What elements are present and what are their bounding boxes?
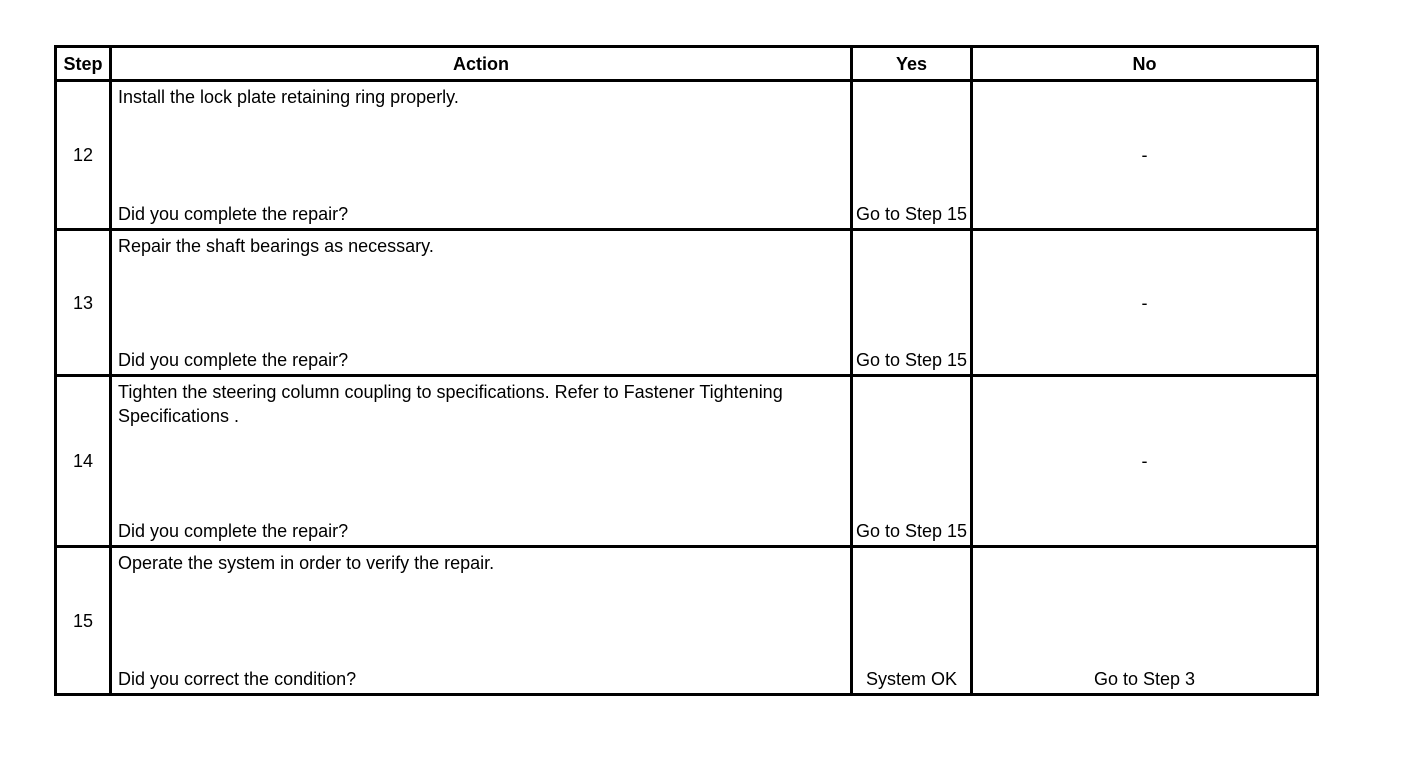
no-cell: [972, 547, 1318, 695]
action-text: Tighten the steering column coupling to specifications. Refer to Fastener Tightening Specifications .: [118, 382, 783, 426]
action-cell: [111, 376, 852, 547]
step-number: 14: [56, 376, 111, 547]
yes-cell: [852, 547, 972, 695]
table-row: [56, 376, 1318, 547]
action-question: Did you complete the repair?: [118, 521, 349, 541]
action-text: Install the lock plate retaining ring properly.: [118, 87, 459, 107]
yes-result: Go to Step 15: [855, 350, 968, 370]
yes-result: Go to Step 15: [855, 521, 968, 541]
no-cell: [972, 81, 1318, 230]
header-yes: Yes: [852, 47, 972, 81]
yes-cell: [852, 230, 972, 376]
yes-cell: [852, 376, 972, 547]
step-number: 15: [56, 547, 111, 695]
no-result: Go to Step 3: [1093, 669, 1196, 689]
header-row: [56, 47, 1318, 81]
step-number: 12: [56, 81, 111, 230]
table-row: [56, 230, 1318, 376]
no-cell: [972, 376, 1318, 547]
action-text: Repair the shaft bearings as necessary.: [118, 236, 434, 256]
action-cell: [111, 81, 852, 230]
diagnostic-table: [54, 45, 1319, 696]
action-cell: [111, 230, 852, 376]
action-question: Did you correct the condition?: [118, 669, 357, 689]
header-no: No: [972, 47, 1318, 81]
table-row: [56, 547, 1318, 695]
header-step: Step: [56, 47, 111, 81]
no-cell: [972, 230, 1318, 376]
no-result: -: [1141, 292, 1148, 313]
yes-result: System OK: [865, 669, 958, 689]
step-number: 13: [56, 230, 111, 376]
yes-cell: [852, 81, 972, 230]
action-question: Did you complete the repair?: [118, 204, 349, 224]
table-row: [56, 81, 1318, 230]
action-cell: [111, 547, 852, 695]
no-result: -: [1141, 145, 1148, 165]
no-result: -: [1141, 451, 1148, 471]
yes-result: Go to Step 15: [855, 204, 968, 224]
action-text: Operate the system in order to verify the repair.: [118, 553, 495, 573]
header-action: Action: [111, 47, 852, 81]
action-question: Did you complete the repair?: [118, 350, 349, 370]
